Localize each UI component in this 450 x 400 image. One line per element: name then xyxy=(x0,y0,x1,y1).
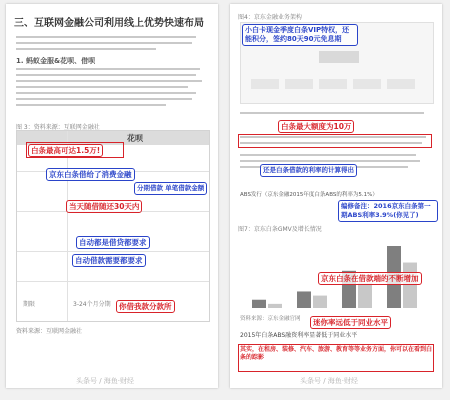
bottom-text-1: 2015年白条ABS融资利率显著低于同业水平 xyxy=(240,332,358,339)
annotation-installment: 分期借款 单笔借款金额 xyxy=(134,182,207,195)
bottom-text-2: 其实，在租房、装修、汽车、旅游、教育等等业务方面，你可以在看到白条的踪影 xyxy=(240,346,433,361)
annotation-borrowing-growth: 京东白条在借款端的不断增加 xyxy=(318,272,422,285)
bar-0-0 xyxy=(252,300,266,308)
annotation-interest-calc: 还是白条借款的利率的计算得出 xyxy=(260,164,357,177)
section-heading: 三、互联网金融公司利用线上优势快速布局 xyxy=(14,18,204,29)
chart-caption: 资料来源：京东金融官网 xyxy=(240,316,301,322)
bar-1-3 xyxy=(403,263,417,308)
subheading: 1. 蚂蚁金服&花呗、借呗 xyxy=(16,57,96,65)
bar-1-0 xyxy=(268,304,282,308)
annotation-consumer-finance: 京东白条借给了消费金融 xyxy=(46,168,135,181)
document-page-right xyxy=(230,4,442,388)
chart-title: 图7：京东白条GMV及增长情况 xyxy=(238,226,322,233)
annotation-abs-2016: 编修备注：2016京东白条第一期ABS利率3.9%(你见了) xyxy=(338,200,438,222)
figure-caption: 图 3：资料来源：互联网金融社 xyxy=(16,124,100,131)
watermark-left: 头条号 / 海鱼·财经 xyxy=(76,377,135,385)
annotation-repay: 当天随借随还30天内 xyxy=(66,200,142,213)
table-row-label: 期限 xyxy=(23,301,36,308)
watermark-right: 头条号 / 海鱼·财经 xyxy=(300,377,359,385)
annotation-rate-lower: 迷你率远低于同业水平 xyxy=(310,316,391,329)
table-row-value: 3-24个月分期 xyxy=(73,301,111,308)
annotation-max-limit: 白条最大额度为10万 xyxy=(278,120,354,133)
annotation-vip: 小白卡现金季度白条VIP特权，还能积分，签约80天90元免息期 xyxy=(242,24,358,46)
product-table xyxy=(16,130,210,322)
annotation-limit: 白条最高可达1.5万! xyxy=(28,144,103,157)
bar-0-1 xyxy=(297,291,311,308)
annotation-requirements-1: 自动都是借贷都要求 xyxy=(76,236,150,249)
annotation-requirements-2: 自动借款需要都要求 xyxy=(72,254,146,267)
bar-1-2 xyxy=(358,283,372,308)
source-note: 资料来源：互联网金融社 xyxy=(16,328,83,335)
abs-line: ABS发行（京东金融2015年度白条ABS的利率为5.1%） xyxy=(240,192,378,198)
bar-1-1 xyxy=(313,296,327,308)
annotation-misc: 你借我款分款所 xyxy=(116,300,175,313)
table-header: 花呗 xyxy=(127,134,143,143)
document-page-left xyxy=(6,4,218,388)
figure-title: 图4：京东金融业务架构 xyxy=(238,14,302,21)
